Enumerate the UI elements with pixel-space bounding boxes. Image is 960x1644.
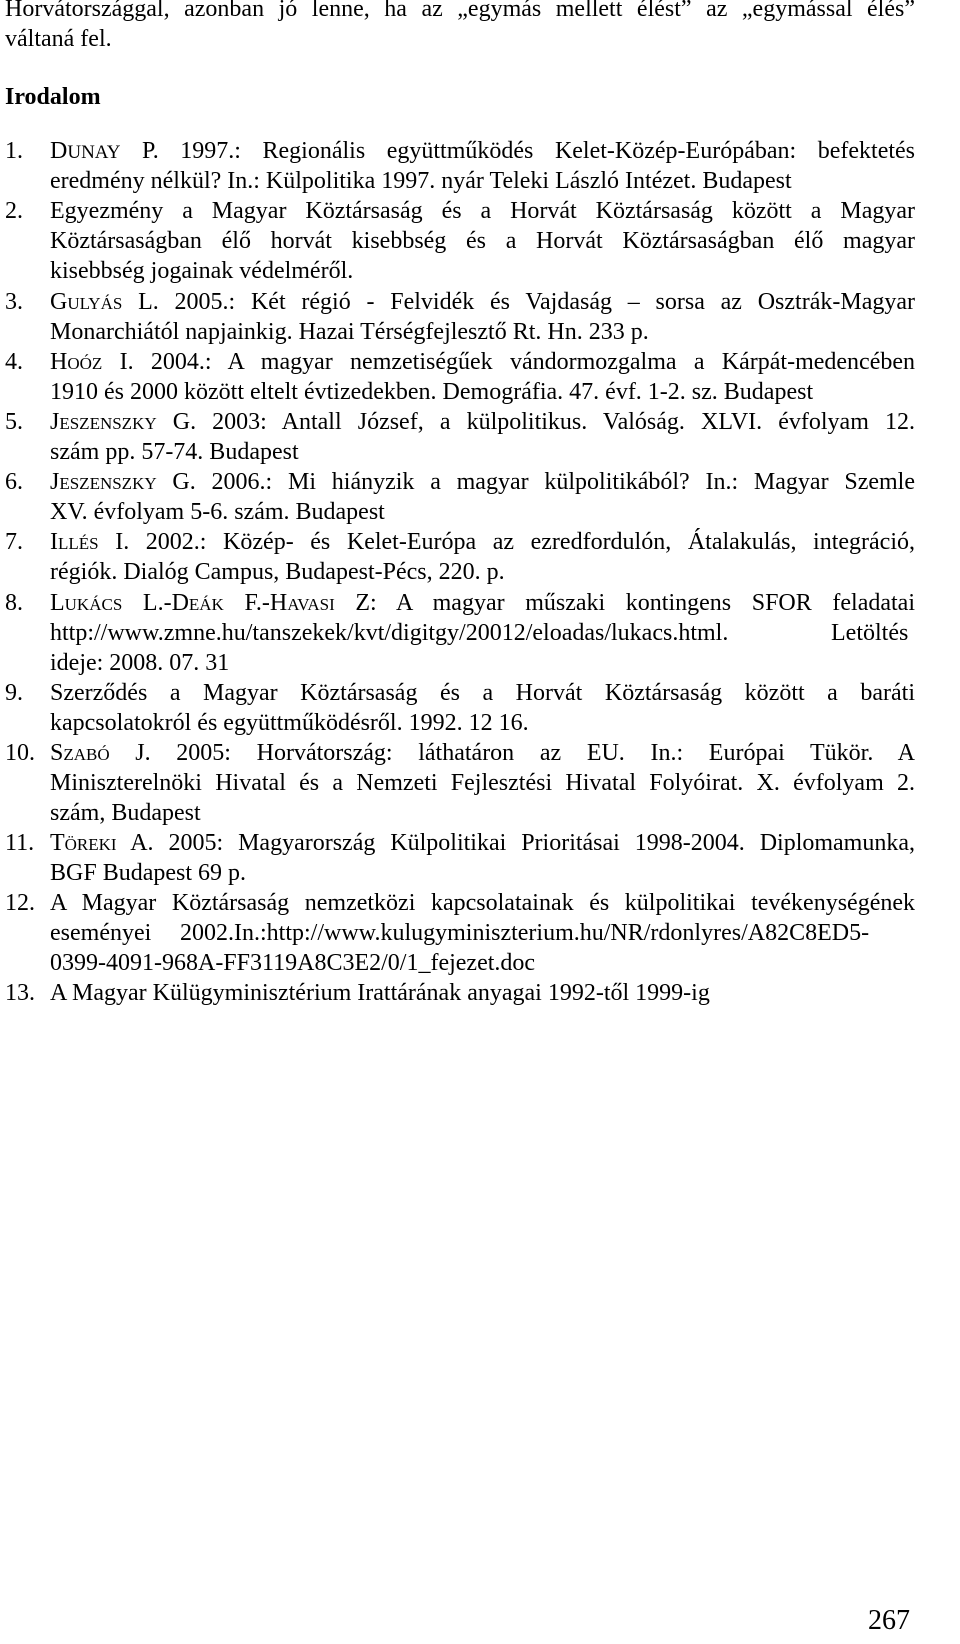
ref-number: 3.: [5, 289, 23, 315]
ref-text: Z: A magyar műszaki kontingens SFOR feladatai: [334, 590, 915, 616]
ref-9-line-1: Szerződés a Magyar Köztársaság és a Horvát Köztársaság között a baráti: [50, 680, 915, 706]
ref-12-line-3: 0399-4091-968A-FF3119A8C3E2/0/1_fejezet.doc: [50, 950, 536, 976]
intro-line-2: váltaná fel.: [5, 26, 112, 52]
ref-number: 4.: [5, 349, 23, 375]
ref-number: 11.: [5, 830, 35, 856]
ref-number: 13.: [5, 980, 35, 1006]
ref-7-line-2: régiók. Dialóg Campus, Budapest-Pécs, 220. p.: [50, 559, 505, 585]
ref-text: G. 2003: Antall József, a külpolitikus. Valóság. XLVI. évfolyam 12.: [156, 409, 915, 435]
ref-13-line-1: A Magyar Külügyminisztérium Irattárának anyagai 1992-től 1999-ig: [50, 980, 710, 1006]
ref-4-line-1: [50, 347, 915, 377]
ref-text: P. 1997.: Regionális együttműködés Kelet-Közép-Európában: befektetés: [120, 138, 915, 164]
ref-5-line-2: szám pp. 57-74. Budapest: [50, 439, 299, 465]
ref-number: 8.: [5, 590, 23, 616]
ref-author: UNAY: [67, 142, 121, 163]
ref-2-line-2: Köztársaságban élő horvát kisebbség és a Horvát Köztársaságban élő magyar: [50, 228, 915, 254]
page-number: 267: [868, 1605, 910, 1636]
ref-number: 2.: [5, 198, 23, 224]
ref-8-line-3: ideje: 2008. 07. 31: [50, 650, 230, 676]
ref-author: Jeszenszky: [50, 409, 157, 435]
ref-12-url-link[interactable]: 2002.In.:http://www.kulugyminiszterium.hu/NR/rdonlyres/A82C8ED5-: [180, 920, 870, 946]
ref-author: Jeszenszky: [50, 469, 157, 495]
ref-3-line-2: Monarchiától napjainkig. Hazai Térségfejlesztő Rt. Hn. 233 p.: [50, 319, 649, 345]
ref-author: Deák: [171, 590, 224, 616]
ref-6-line-2: XV. évfolyam 5-6. szám. Budapest: [50, 499, 385, 525]
ref-8-url-link[interactable]: http://www.zmne.hu/tanszekek/kvt/digitgy/20012/eloadas/lukacs.html.: [50, 620, 729, 646]
ref-text: L. 2005.: Két régió - Felvidék és Vajdaság – sorsa az Osztrák-Magyar: [122, 289, 915, 315]
ref-author: Gulyás: [50, 289, 123, 315]
ref-text: A. 2005: Magyarország Külpolitikai Prioritásai 1998-2004. Diplomamunka,: [116, 830, 915, 856]
ref-number: 9.: [5, 680, 23, 706]
ref-3-line-1: [50, 287, 915, 317]
ref-author: Havasi: [269, 590, 335, 616]
intro-line-1: Horvátországgal, azonban jó lenne, ha az „egymás mellett élést” az „egymással élés”: [5, 0, 915, 22]
ref-10-line-1: [50, 738, 915, 768]
ref-number: 10.: [5, 740, 35, 766]
ref-7-line-1: [50, 527, 915, 557]
ref-12-line-2-start: eseményei: [50, 920, 152, 946]
ref-author: Lukács: [50, 590, 123, 616]
ref-text: I. 2002.: Közép- és Kelet-Európa az ezredfordulón, Átalakulás, integráció,: [98, 529, 915, 555]
ref-1-line-2: eredmény nélkül? In.: Külpolitika 1997. nyár Teleki László Intézet. Budapest: [50, 168, 792, 194]
ref-2-line-3: kisebbség jogainak védelméről.: [50, 258, 354, 284]
ref-10-line-2: Miniszterelnöki Hivatal és a Nemzeti Fejlesztési Hivatal Folyóirat. X. évfolyam 2.: [50, 770, 915, 796]
ref-number: 1.: [5, 138, 23, 164]
ref-11-line-2: BGF Budapest 69 p.: [50, 860, 247, 886]
ref-text: I. 2004.: A magyar nemzetiségűek vándormozgalma a Kárpát-medencében: [102, 349, 915, 375]
ref-1-line-1: [50, 136, 915, 168]
ref-author: D: [50, 138, 68, 164]
ref-author: Töreki: [50, 830, 117, 856]
ref-author: Szabó: [50, 740, 110, 766]
ref-5-line-1: [50, 407, 915, 437]
ref-number: 12.: [5, 890, 35, 916]
ref-author: Illés: [50, 529, 99, 555]
ref-number: 5.: [5, 409, 23, 435]
section-heading: Irodalom: [5, 84, 101, 110]
ref-text: G. 2006.: Mi hiányzik a magyar külpolitikából? In.: Magyar Szemle: [156, 469, 915, 495]
ref-8-line-1: [50, 588, 915, 618]
ref-11-line-1: [50, 828, 915, 858]
ref-text: J. 2005: Horvátország: láthatáron az EU. In.: Európai Tükör. A: [109, 740, 915, 766]
ref-text: F.-: [223, 590, 270, 616]
ref-9-line-2: kapcsolatokról és együttműködésről. 1992. 12 16.: [50, 710, 529, 736]
ref-10-line-3: szám, Budapest: [50, 800, 201, 826]
ref-8-line-2-tail: Letöltés: [831, 620, 909, 646]
ref-2-line-1: Egyezmény a Magyar Köztársaság és a Horvát Köztársaság között a Magyar: [50, 198, 915, 224]
ref-12-line-1: A Magyar Köztársaság nemzetközi kapcsolatainak és külpolitikai tevékenységének: [50, 890, 915, 916]
ref-number: 6.: [5, 469, 23, 495]
ref-6-line-1: [50, 467, 915, 497]
ref-4-line-2: 1910 és 2000 között eltelt évtizedekben. Demográfia. 47. évf. 1-2. sz. Budapest: [50, 379, 814, 405]
ref-author: Hoóz: [50, 349, 103, 375]
ref-number: 7.: [5, 529, 23, 555]
ref-text: L.-: [122, 590, 172, 616]
